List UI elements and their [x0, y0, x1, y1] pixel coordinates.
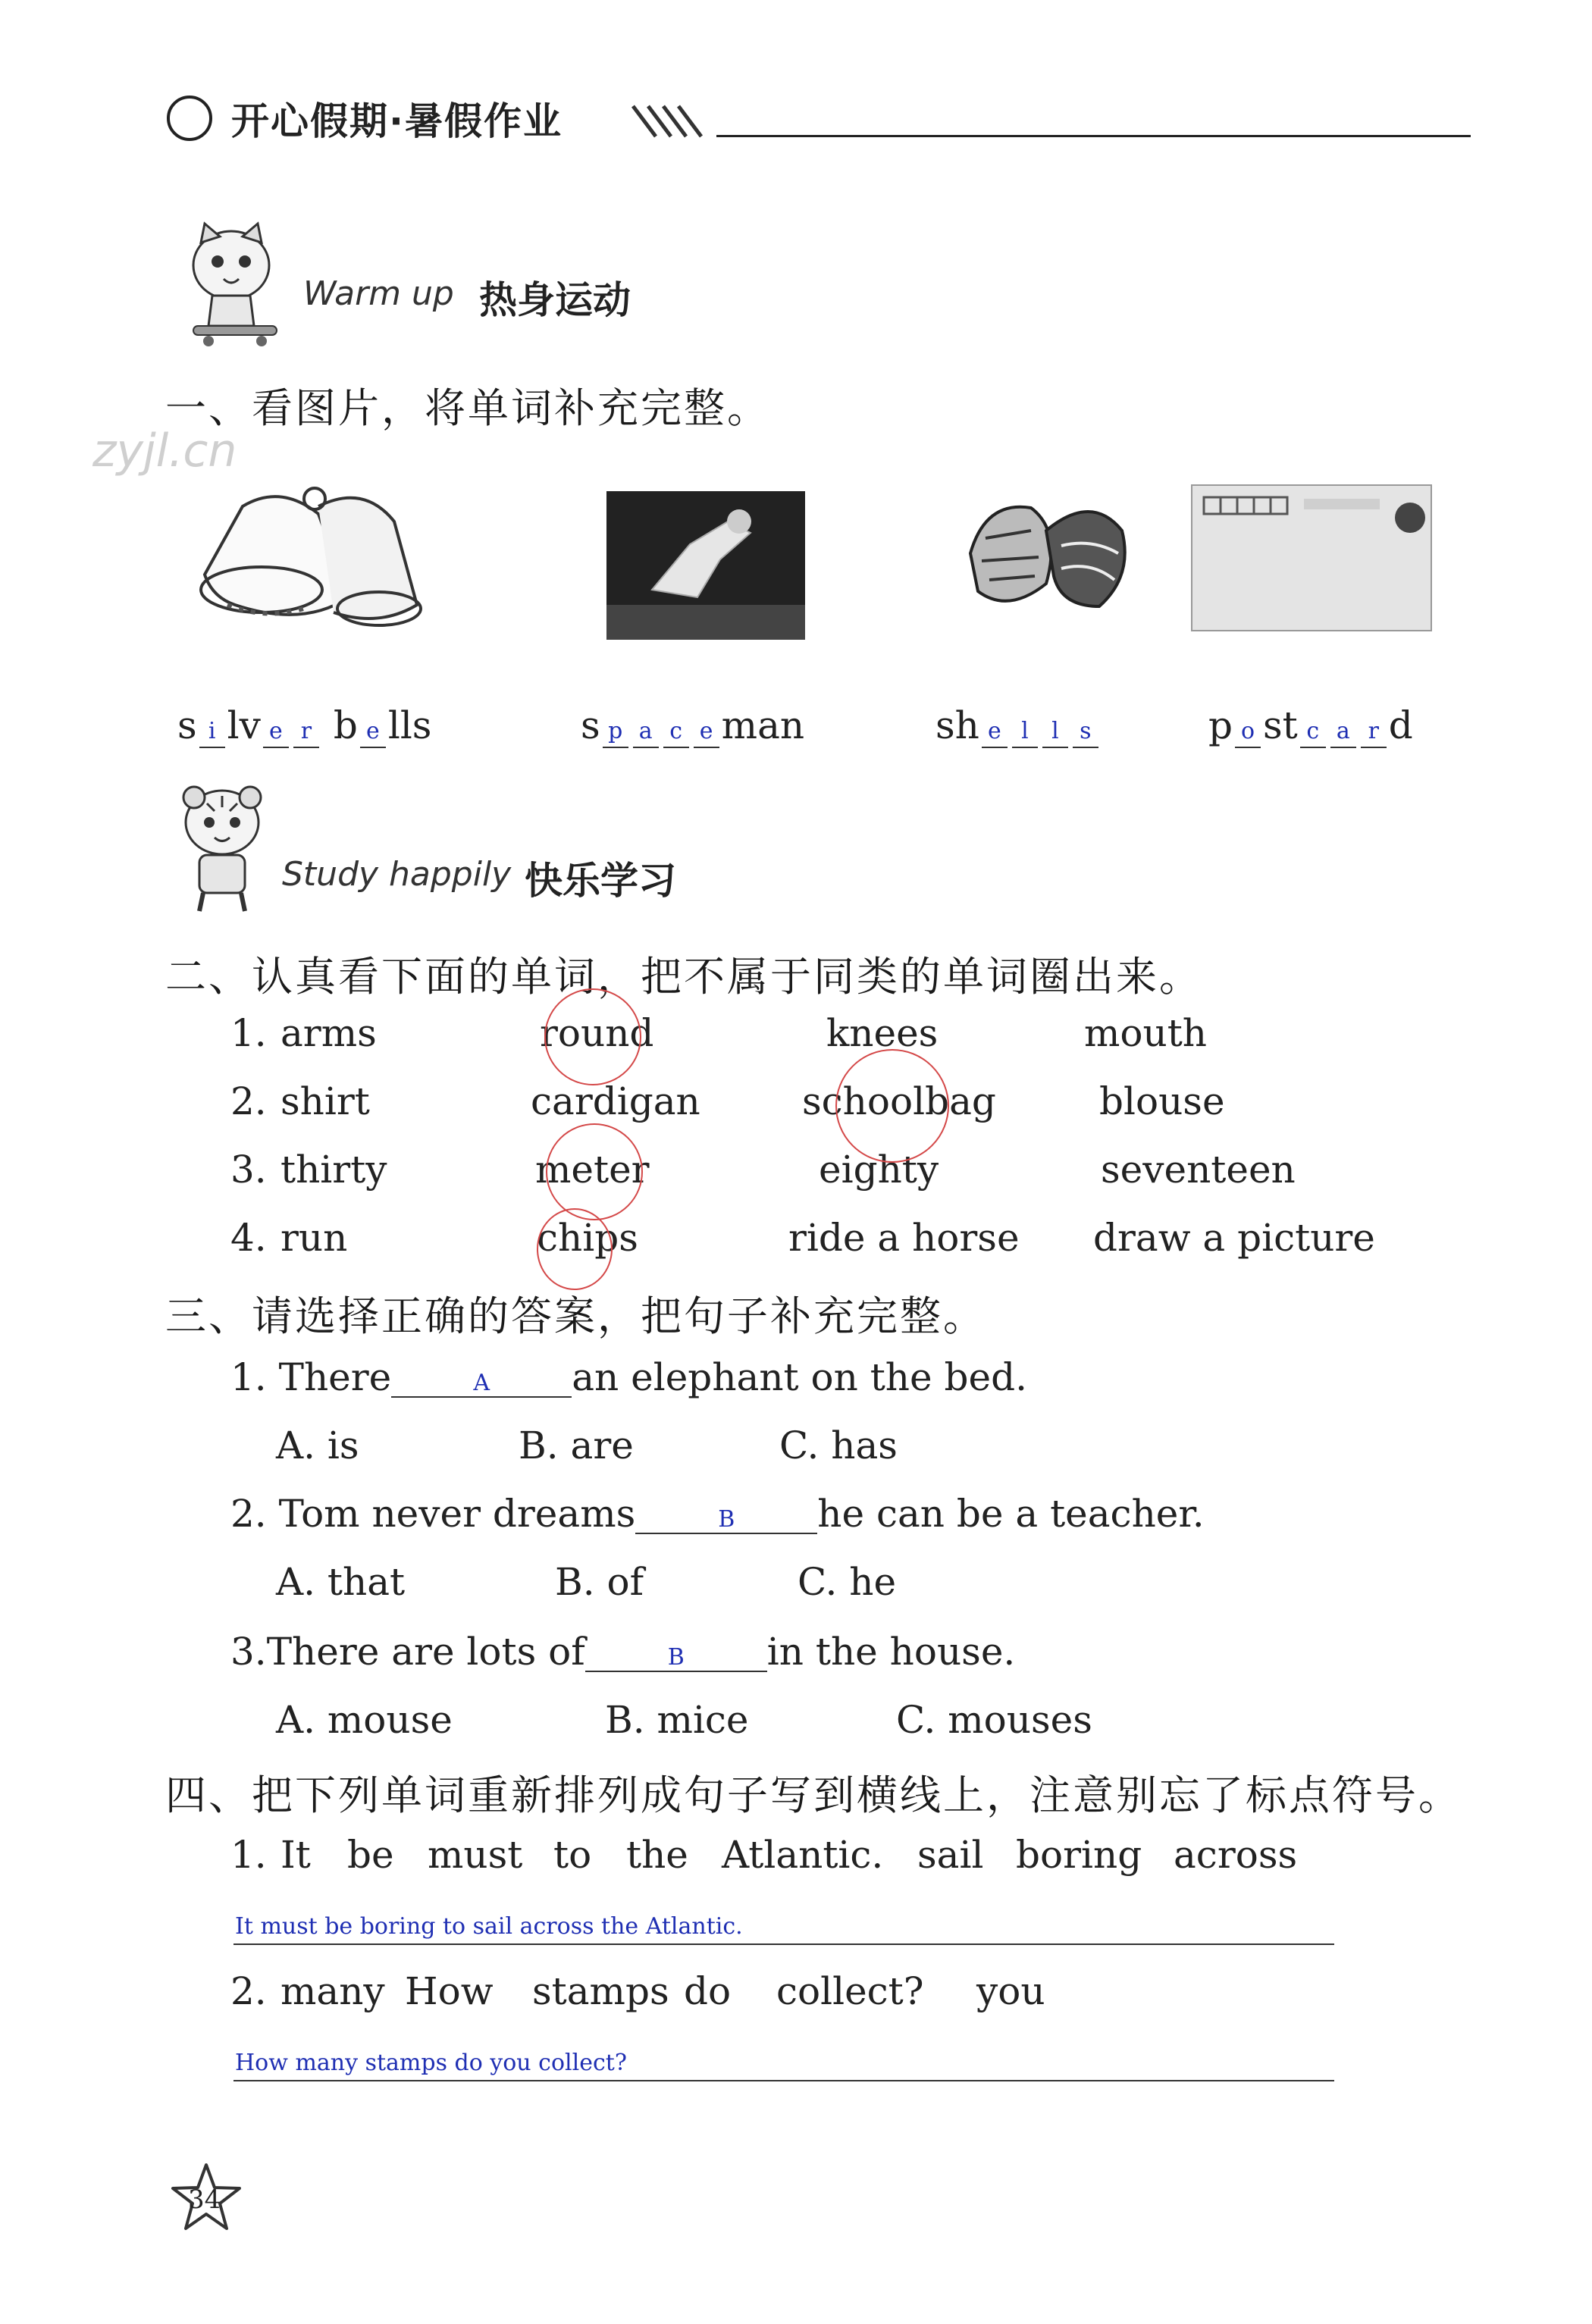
- shells-image: [955, 485, 1137, 622]
- word-silver-bells: s i lv e r b e lls: [177, 703, 432, 747]
- s2-word: shirt: [280, 1079, 370, 1123]
- s3-question-2: 2. Tom never dreams B he can be a teacher.: [230, 1492, 1205, 1536]
- s2-row-4: [230, 1216, 1443, 1264]
- s2-word: knees: [826, 1011, 939, 1055]
- postcard-image: [1190, 484, 1433, 632]
- letter-blank[interactable]: o: [1235, 716, 1261, 748]
- answer-text: B: [718, 1506, 735, 1533]
- option[interactable]: A. is: [276, 1424, 359, 1467]
- word-shells: sh e l l s: [935, 703, 1101, 748]
- s2-row-1: [230, 1011, 1443, 1060]
- answer-text: A: [473, 1370, 490, 1396]
- section1-heading: 一、看图片，将单词补充完整。: [165, 384, 770, 432]
- spaceman-image: [606, 491, 805, 640]
- warmup-title-zh: 热身运动: [479, 278, 631, 322]
- s4-num: 2.: [230, 1969, 267, 2013]
- scrambled-word: you: [976, 1969, 1045, 2013]
- letter-blank[interactable]: c: [1300, 716, 1326, 748]
- answer-text: B: [667, 1644, 685, 1671]
- cat-mascot-icon: [171, 220, 292, 349]
- s2-word: eighty: [819, 1148, 939, 1192]
- option[interactable]: C. mouses: [896, 1698, 1092, 1742]
- option[interactable]: B. are: [519, 1424, 634, 1467]
- scrambled-word: do: [684, 1969, 732, 2013]
- letter-blank[interactable]: r: [1361, 716, 1387, 748]
- letter-blank[interactable]: r: [293, 716, 319, 748]
- scrambled-word: many: [280, 1969, 385, 2013]
- option[interactable]: B. mice: [605, 1698, 749, 1742]
- word-postcard: p o st c a r d: [1208, 703, 1413, 747]
- s2-word-circled[interactable]: round: [540, 1011, 654, 1055]
- answer-blank[interactable]: [391, 1370, 572, 1398]
- section2-heading: 二、认真看下面的单词，把不属于同类的单词圈出来。: [165, 953, 1202, 1001]
- s4-num: 1.: [230, 1833, 267, 1877]
- s2-word: ride a horse: [788, 1216, 1020, 1260]
- s2-word: mouth: [1084, 1011, 1208, 1055]
- s3-options-3: [276, 1698, 1261, 1746]
- s2-word-circled[interactable]: schoolbag: [802, 1079, 996, 1123]
- answer-blank[interactable]: [585, 1644, 767, 1672]
- s2-row-num: 4.: [230, 1216, 267, 1260]
- option[interactable]: B. of: [555, 1560, 644, 1604]
- s2-word: arms: [280, 1011, 377, 1055]
- answer-circle: [835, 1049, 949, 1163]
- s3-options-2: [276, 1560, 1186, 1608]
- letter-blank[interactable]: e: [982, 716, 1008, 748]
- header-rule: [716, 135, 1471, 137]
- letter-blank[interactable]: a: [1330, 716, 1356, 748]
- s4-item-2-words: [230, 1969, 1368, 2018]
- scrambled-word: It: [280, 1833, 311, 1877]
- letter-blank[interactable]: e: [263, 716, 289, 748]
- letter-blank[interactable]: s: [1073, 716, 1098, 748]
- s3-question-3: 3.There are lots of B in the house.: [230, 1630, 1016, 1674]
- section4-heading: 四、把下列单词重新排列成句子写到横线上，注意别忘了标点符号。: [165, 1771, 1462, 1819]
- letter-blank[interactable]: e: [694, 716, 719, 748]
- warmup-title-en: Warm up: [303, 274, 454, 313]
- scrambled-word: stamps: [532, 1969, 669, 2013]
- s2-word: draw a picture: [1093, 1216, 1375, 1260]
- scrambled-word: boring: [1016, 1833, 1142, 1877]
- s3-options-1: [276, 1424, 1186, 1472]
- page-number-badge: [168, 2160, 244, 2236]
- answer-circle: [546, 1123, 643, 1220]
- s2-word: run: [280, 1216, 348, 1260]
- s2-row-3: [230, 1148, 1443, 1196]
- letter-blank[interactable]: l: [1042, 716, 1068, 748]
- scrambled-word: sail: [917, 1833, 984, 1877]
- scrambled-word: across: [1174, 1833, 1298, 1877]
- option[interactable]: C. has: [779, 1424, 898, 1467]
- study-title-en: Study happily: [282, 855, 512, 894]
- scrambled-word: must: [428, 1833, 523, 1877]
- study-title-zh: 快乐学习: [525, 859, 676, 903]
- scrambled-word: collect?: [776, 1969, 924, 2013]
- answer-text: It must be boring to sail across the Atlantic.: [235, 1913, 743, 1940]
- s2-word: blouse: [1099, 1079, 1225, 1123]
- letter-blank[interactable]: e: [360, 716, 386, 748]
- letter-blank[interactable]: c: [663, 716, 689, 748]
- letter-blank[interactable]: i: [199, 716, 225, 748]
- s2-word: thirty: [280, 1148, 387, 1192]
- s2-row-num: 2.: [230, 1079, 267, 1123]
- s2-row-num: 3.: [230, 1148, 267, 1192]
- answer-blank[interactable]: [635, 1506, 817, 1534]
- scrambled-word: Atlantic.: [722, 1833, 884, 1877]
- scrambled-word: How: [405, 1969, 494, 2013]
- s2-word-circled[interactable]: meter: [535, 1148, 650, 1192]
- s2-word: seventeen: [1101, 1148, 1296, 1192]
- bells-image: [190, 476, 432, 650]
- circle-icon: [165, 94, 214, 143]
- scrambled-word: be: [347, 1833, 394, 1877]
- option[interactable]: C. he: [798, 1560, 897, 1604]
- letter-blank[interactable]: a: [633, 716, 659, 748]
- answer-line[interactable]: [233, 2047, 1334, 2081]
- letter-blank[interactable]: p: [603, 716, 628, 748]
- s4-item-1-words: [230, 1833, 1368, 1881]
- word-spaceman: s p a c e man: [581, 703, 805, 747]
- page-number: 34: [188, 2185, 221, 2215]
- answer-circle: [537, 1208, 613, 1290]
- answer-text: How many stamps do you collect?: [235, 2050, 627, 2076]
- option[interactable]: A. that: [276, 1560, 406, 1604]
- answer-line[interactable]: [233, 1910, 1334, 1945]
- letter-blank[interactable]: l: [1012, 716, 1038, 748]
- s2-row-num: 1.: [230, 1011, 267, 1055]
- s2-word: cardigan: [531, 1079, 700, 1123]
- section3-heading: 三、请选择正确的答案，把句子补充完整。: [165, 1292, 986, 1340]
- header-title: 开心假期·暑假作业: [231, 99, 563, 143]
- scrambled-word: to: [553, 1833, 592, 1877]
- option[interactable]: A. mouse: [276, 1698, 453, 1742]
- hatch-decoration: [629, 99, 713, 144]
- scrambled-word: the: [626, 1833, 688, 1877]
- s3-question-1: 1. There A an elephant on the bed.: [230, 1355, 1027, 1399]
- s2-word-circled[interactable]: chips: [537, 1216, 638, 1260]
- watermark: zyjl.cn: [92, 424, 237, 478]
- tiger-mascot-icon: [165, 781, 279, 917]
- header: [159, 83, 1471, 152]
- answer-circle: [544, 988, 641, 1085]
